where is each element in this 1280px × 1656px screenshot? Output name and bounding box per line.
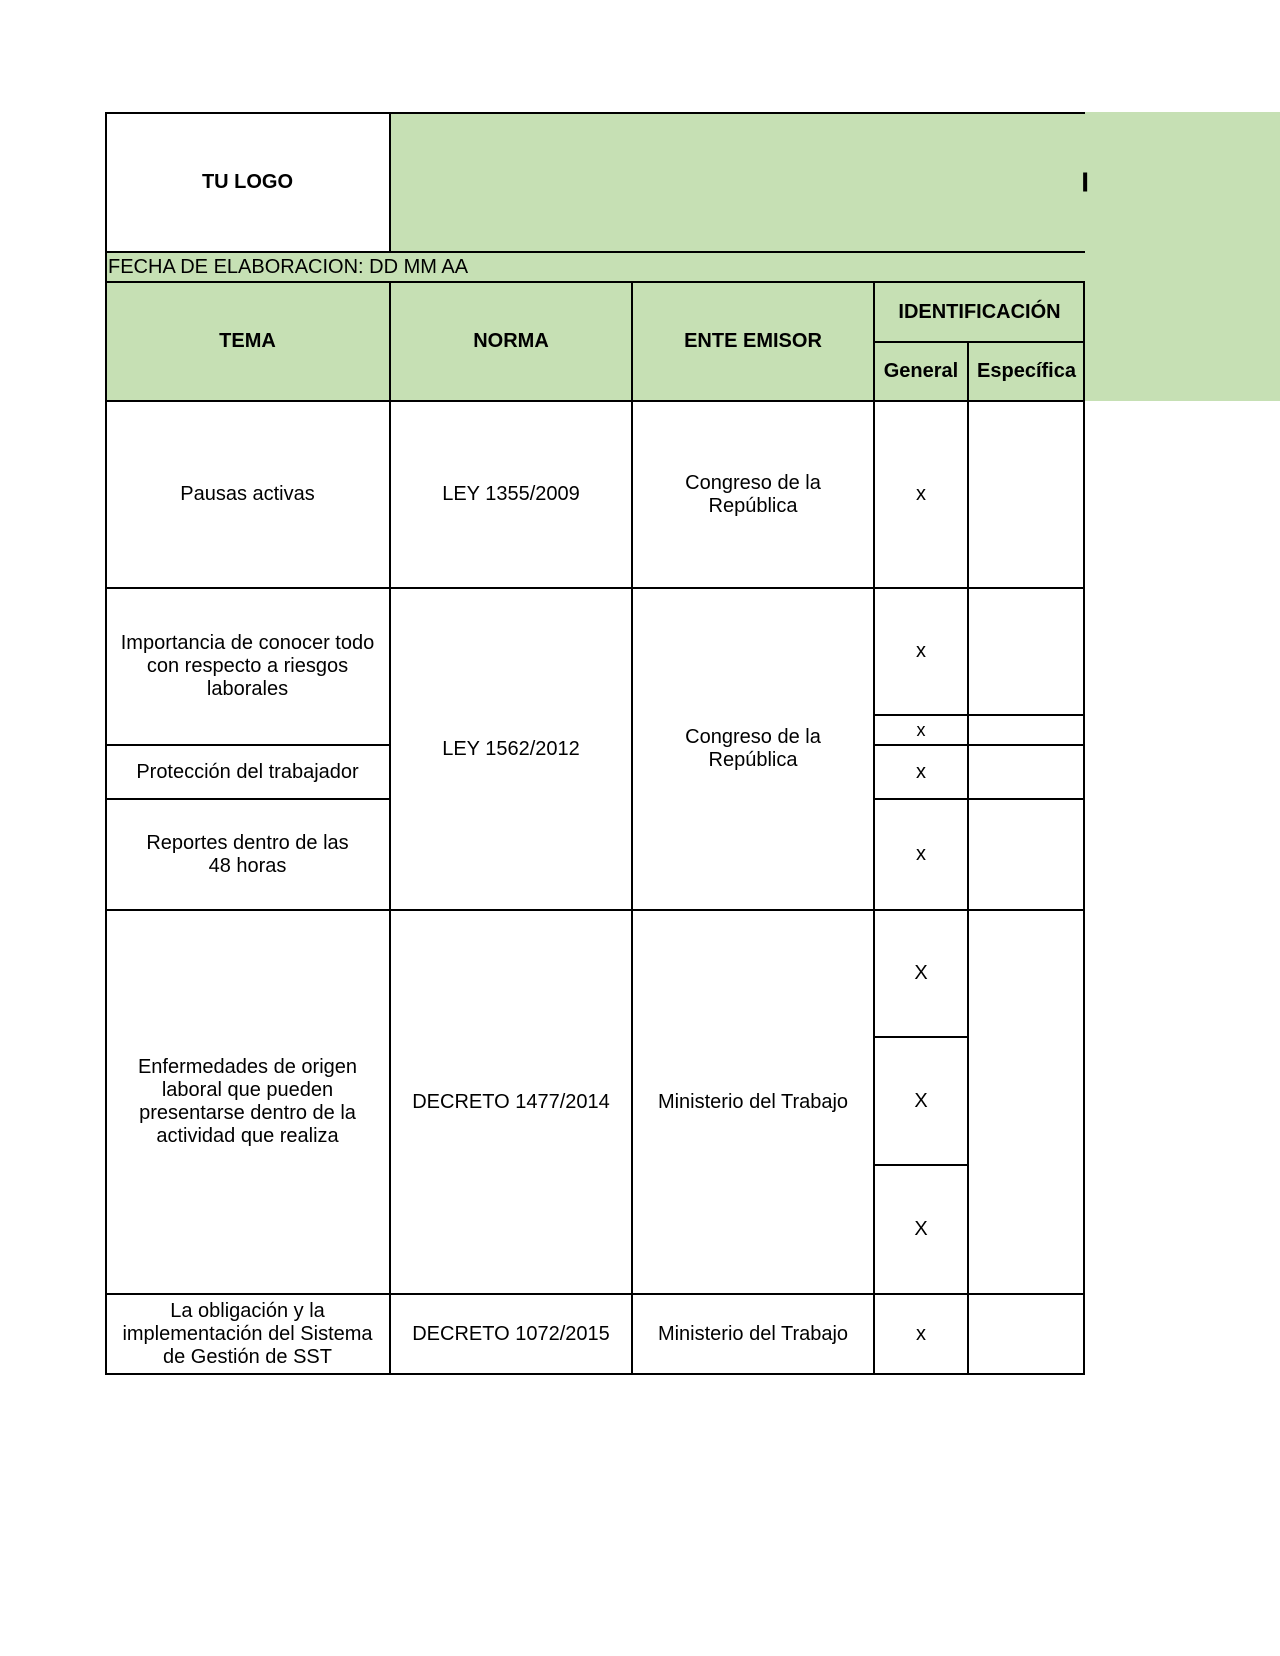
fecha-elaboracion: FECHA DE ELABORACION: DD MM AA xyxy=(105,252,1085,282)
row4-ente: Ministerio del Trabajo xyxy=(632,1294,874,1375)
row2-general-mark-2: x xyxy=(874,715,968,745)
grid-line xyxy=(105,112,107,1375)
grid-line xyxy=(631,282,633,1375)
row3-ente: Ministerio del Trabajo xyxy=(632,910,874,1294)
col-header-tema: TEMA xyxy=(105,282,390,401)
grid-line xyxy=(874,1164,968,1166)
row3-tema: Enfermedades de origen laboral que pueden presentarse dentro de la actividad que realiza xyxy=(105,910,390,1294)
col-header-ente-emisor: ENTE EMISOR xyxy=(632,282,874,401)
title-cell xyxy=(390,112,1089,252)
row2-tema-riesgos: Importancia de conocer todo con respecto a riesgos laborales xyxy=(105,588,390,745)
grid-line xyxy=(874,744,1085,746)
row1-norma: LEY 1355/2009 xyxy=(390,401,632,588)
grid-line xyxy=(105,909,1085,911)
grid-line xyxy=(105,281,1085,283)
col-header-especifica: Específica xyxy=(968,342,1085,401)
grid-line xyxy=(105,1293,1085,1295)
grid-line xyxy=(105,1373,1085,1375)
grid-line xyxy=(873,282,875,1375)
grid-line xyxy=(105,400,1085,402)
grid-line xyxy=(105,798,390,800)
grid-line xyxy=(105,744,390,746)
row1-general-mark: x xyxy=(874,401,968,588)
row3-general-mark-1: X xyxy=(874,910,968,1037)
grid-line xyxy=(874,714,1085,716)
header-fill-extension xyxy=(1085,112,1280,401)
row4-general-mark: x xyxy=(874,1294,968,1375)
row2-general-mark-4: x xyxy=(874,799,968,910)
row4-norma: DECRETO 1072/2015 xyxy=(390,1294,632,1375)
grid-line xyxy=(105,251,1085,253)
row1-tema: Pausas activas xyxy=(105,401,390,588)
grid-line xyxy=(874,1036,968,1038)
row2-general-mark-1: x xyxy=(874,588,968,715)
row1-ente: Congreso de la República xyxy=(632,401,874,588)
row2-ente: Congreso de la República xyxy=(632,588,874,910)
row2-norma: LEY 1562/2012 xyxy=(390,588,632,910)
grid-line xyxy=(874,798,1085,800)
row2-tema-proteccion: Protección del trabajador xyxy=(105,745,390,799)
row4-tema: La obligación y la implementación del Sistema de Gestión de SST xyxy=(105,1294,390,1375)
row3-general-mark-3: X xyxy=(874,1165,968,1294)
row2-tema-reportes: Reportes dentro de las 48 horas xyxy=(105,799,390,910)
col-header-general: General xyxy=(874,342,968,401)
col-header-identificacion: IDENTIFICACIÓN xyxy=(874,282,1085,342)
grid-line xyxy=(105,112,1085,114)
page-title: I xyxy=(1081,166,1089,198)
grid-line xyxy=(389,112,391,252)
row2-general-mark-3: x xyxy=(874,745,968,799)
grid-line xyxy=(967,342,969,1375)
grid-line xyxy=(874,341,1085,343)
legal-matrix-sheet xyxy=(105,112,1089,1375)
grid-line xyxy=(389,282,391,1375)
grid-line xyxy=(1083,282,1085,1375)
logo-cell: TU LOGO xyxy=(105,112,390,252)
row3-general-mark-2: X xyxy=(874,1037,968,1165)
row3-norma: DECRETO 1477/2014 xyxy=(390,910,632,1294)
grid-line xyxy=(105,587,1085,589)
col-header-norma: NORMA xyxy=(390,282,632,401)
